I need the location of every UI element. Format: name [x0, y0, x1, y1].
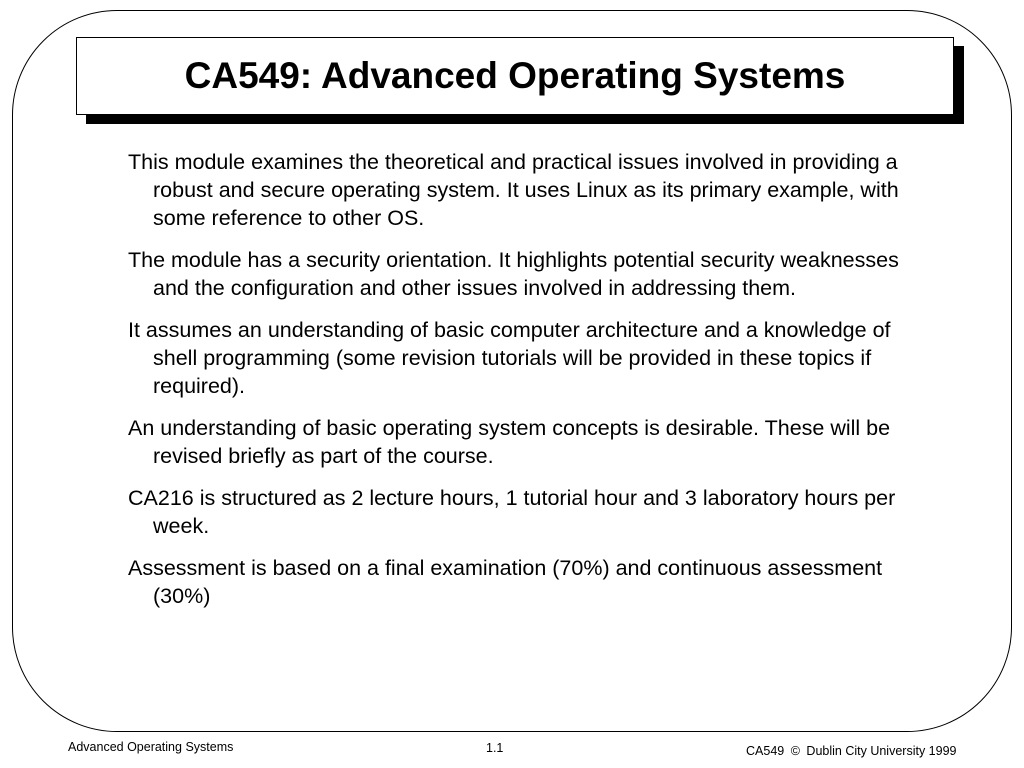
- title-box: [76, 37, 954, 115]
- paragraph-security-orientation: The module has a security orientation. It highlights potential security weaknesses and the configuration and other issues involved in addressing them.: [128, 248, 899, 300]
- footer-course-name: Advanced Operating Systems: [68, 740, 234, 754]
- footer-course-code: CA549: [746, 744, 785, 758]
- paragraph-os-concepts: An understanding of basic operating system concepts is desirable. These will be revised briefly as part of the course.: [128, 416, 891, 468]
- copyright-icon: ©: [790, 744, 800, 758]
- footer-institution-year: Dublin City University 1999: [806, 744, 957, 758]
- paragraph-course-structure: CA216 is structured as 2 lecture hours, 1 tutorial hour and 3 laboratory hours per week.: [128, 486, 896, 538]
- paragraph-assessment: Assessment is based on a final examination (70%) and continuous assessment (30%): [128, 556, 883, 608]
- paragraph-prerequisites: It assumes an understanding of basic computer architecture and a knowledge of shell programming (some revision tutorials will be provided in these topics if required).: [128, 318, 891, 398]
- body-text-list: [128, 148, 908, 624]
- footer-copyright: [746, 744, 956, 758]
- footer-page-number: 1.1: [486, 741, 504, 755]
- slide-title: CA549: Advanced Operating Systems: [184, 55, 846, 96]
- paragraph-module-overview: This module examines the theoretical and practical issues involved in providing a robust and secure operating system. It uses Linux as its primary example, with some reference to other OS.: [128, 150, 899, 230]
